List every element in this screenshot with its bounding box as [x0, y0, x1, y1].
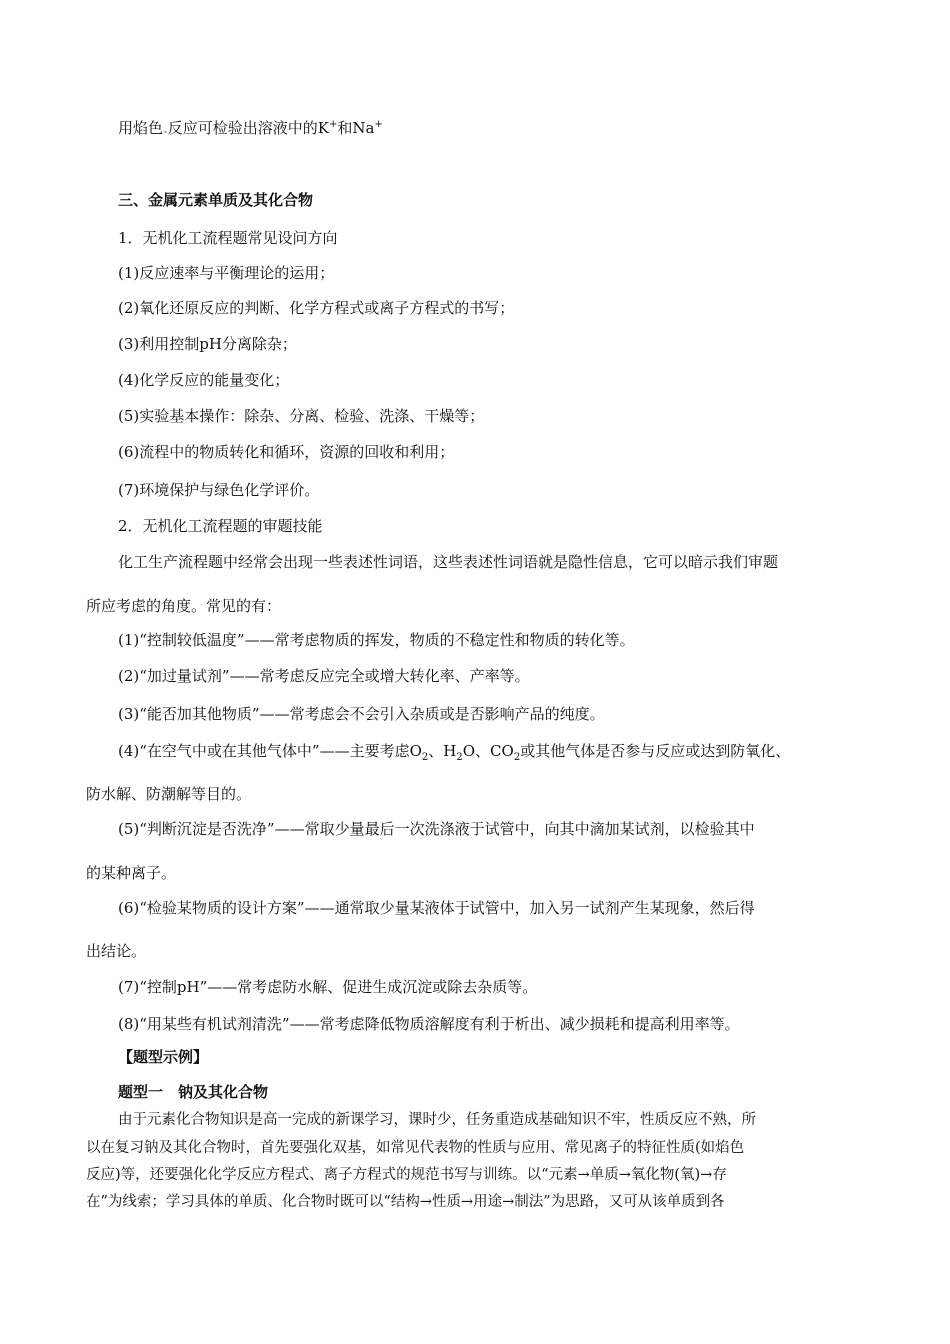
list-item-continuation: 防水解、防潮解等目的。	[86, 785, 252, 803]
paragraph-line: 在”为线索；学习具体的单质、化合物时既可以“结构→性质→用途→制法”为思路，又可从该单质到各	[86, 1194, 725, 1210]
list-item-continuation: 出结论。	[86, 942, 147, 960]
list-item: (2)“加过量试剂”——常考虑反应完全或增大转化率、产率等。	[118, 667, 530, 685]
list-item: (8)“用某些有机试剂清洗”——常考虑降低物质溶解度有利于析出、减少损耗和提高利用率等。	[118, 1015, 740, 1033]
list-item: (5)“判断沉淀是否洗净”——常取少量最后一次洗涤液于试管中，向其中滴加某试剂，以检验其中	[118, 820, 755, 838]
paragraph-line: 化工生产流程题中经常会出现一些表述性词语，这些表述性词语就是隐性信息，它可以暗示我们审题	[118, 553, 779, 571]
list-item: (2)氧化还原反应的判断、化学方程式或离子方程式的书写；	[118, 299, 515, 317]
list-item: (4)化学反应的能量变化；	[118, 371, 290, 389]
section-heading: 三、金属元素单质及其化合物	[118, 191, 314, 209]
subsection-title: 1．无机化工流程题常见设问方向	[118, 229, 338, 247]
list-item: (6)“检验某物质的设计方案”——通常取少量某液体于试管中，加入另一试剂产生某现象，然后得	[118, 899, 755, 917]
paragraph-line: 以在复习钠及其化合物时，首先要强化双基，如常见代表物的性质与应用、常见离子的特征性质(如焰色	[86, 1140, 745, 1156]
paragraph-line: 由于元素化合物知识是高一完成的新课学习，课时少，任务重造成基础知识不牢，性质反应不熟，所	[118, 1112, 756, 1128]
subsection-title: 2．无机化工流程题的审题技能	[118, 517, 323, 535]
list-item: (1)“控制较低温度”——常考虑物质的挥发，物质的不稳定性和物质的转化等。	[118, 631, 635, 649]
list-item: (5)实验基本操作：除杂、分离、检验、洗涤、干燥等；	[118, 407, 485, 425]
intro-line: 用焰色.反应可检验出溶液中的K+和Na+	[118, 119, 383, 137]
list-item-continuation: 的某种离子。	[86, 864, 177, 882]
list-item: (7)“控制pH”——常考虑防水解、促进生成沉淀或除去杂质等。	[118, 978, 538, 996]
list-item: (3)利用控制pH分离除杂；	[118, 335, 297, 353]
marker-dot: .	[163, 119, 168, 137]
list-item: (3)“能否加其他物质”——常考虑会不会引入杂质或是否影响产品的纯度。	[118, 705, 605, 723]
list-item: (6)流程中的物质转化和循环，资源的回收和利用；	[118, 443, 455, 461]
list-item: (4)“在空气中或在其他气体中”——主要考虑$O_2$、$H_2O$、$CO_2$或其他气体是否参与反应或达到防氧化、	[118, 742, 791, 763]
list-item: (7)环境保护与绿色化学评价。	[118, 481, 320, 499]
paragraph-line: 反应)等，还要强化化学反应方程式、离子方程式的规范书写与训练。以“元素→单质→氧化物(氧)→存	[86, 1167, 727, 1183]
type1-title: 题型一 钠及其化合物	[118, 1083, 269, 1101]
list-item: (1)反应速率与平衡理论的运用；	[118, 264, 335, 282]
paragraph-line: 所应考虑的角度。常见的有：	[86, 597, 282, 615]
examples-heading: 【题型示例】	[118, 1048, 209, 1066]
